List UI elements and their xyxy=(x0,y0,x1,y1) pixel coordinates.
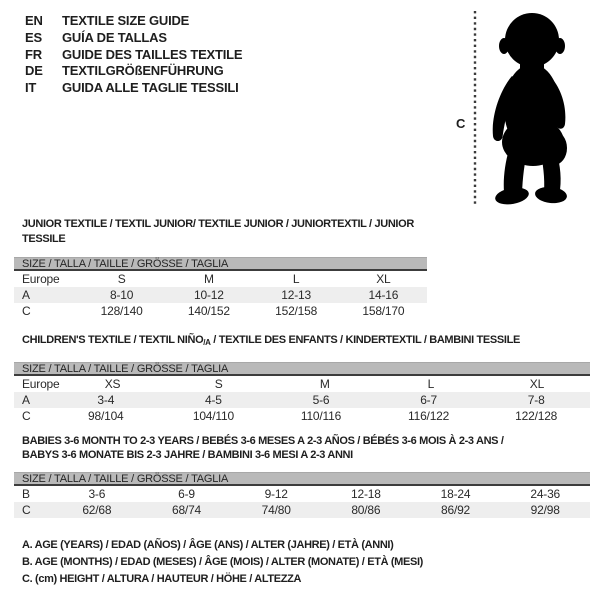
size-tables xyxy=(14,212,590,518)
table-rows xyxy=(14,376,590,424)
table-title xyxy=(22,434,590,463)
language-code: ES xyxy=(25,29,42,45)
language-label: GUIDA ALLE TAGLIE TESSILI xyxy=(62,80,239,96)
size-cell: 7-8 xyxy=(527,392,545,407)
size-cell: 110/116 xyxy=(300,408,342,423)
row-label: A xyxy=(22,288,30,302)
table-row xyxy=(14,502,590,518)
size-cell: 92/98 xyxy=(530,502,560,517)
table-row xyxy=(14,287,427,303)
table-rows xyxy=(14,486,590,518)
size-cell: 122/128 xyxy=(515,408,558,423)
table-title-line: BABIES 3-6 MONTH TO 2-3 YEARS / BEBÉS 3-6 MESES A 2-3 AÑOS / BÉBÉS 3-6 MOIS À 2-3 ANS / xyxy=(22,434,504,447)
size-cell: 62/68 xyxy=(82,502,112,517)
size-cell: 158/170 xyxy=(362,304,405,318)
size-cell: XS xyxy=(104,376,121,391)
size-cell: L xyxy=(292,272,300,286)
table-row xyxy=(14,303,427,319)
language-list xyxy=(25,13,242,97)
size-cell: 5-6 xyxy=(312,392,330,407)
legend-line-a: A. AGE (YEARS) / EDAD (AÑOS) / ÂGE (ANS) / ALTER (JAHRE) / ETÀ (ANNI) xyxy=(22,539,394,551)
size-cell: S xyxy=(117,272,126,286)
size-cell: 128/140 xyxy=(100,304,143,318)
language-label: GUIDE DES TAILLES TEXTILE xyxy=(62,46,243,62)
size-cell: 6-7 xyxy=(420,392,437,407)
row-label: C xyxy=(22,408,31,423)
table-rows xyxy=(14,271,427,319)
legend-line-c: C. (cm) HEIGHT / ALTURA / HAUTEUR / HÖHE / ALTEZZA xyxy=(22,572,302,585)
row-label: A xyxy=(22,392,30,407)
language-label: TEXTILGRÖßENFÜHRUNG xyxy=(62,63,224,79)
baby-silhouette xyxy=(493,13,568,207)
language-code: FR xyxy=(25,46,42,62)
legend-line-b: B. AGE (MONTHS) / EDAD (MESES) / ÂGE (MOIS) / ALTER (MONATE) / ETÀ (MESI) xyxy=(22,555,423,568)
language-label: GUÍA DE TALLAS xyxy=(62,29,167,45)
language-code: IT xyxy=(25,80,37,96)
size-cell: 18-24 xyxy=(440,486,471,501)
size-cell: 116/122 xyxy=(408,408,450,423)
size-cell: 74/80 xyxy=(261,502,291,517)
size-header-bar: SIZE / TALLA / TAILLE / GRÖSSE / TAGLIA xyxy=(14,362,590,376)
table-row xyxy=(14,392,590,408)
language-row-fr xyxy=(25,47,242,64)
size-cell: 86/92 xyxy=(441,502,471,517)
size-cell: L xyxy=(427,376,435,391)
size-cell: 6-9 xyxy=(178,486,195,501)
language-row-en xyxy=(25,13,242,30)
size-header-bar: SIZE / TALLA / TAILLE / GRÖSSE / TAGLIA xyxy=(14,472,590,486)
row-label: C xyxy=(22,502,31,517)
size-cell: 152/158 xyxy=(275,304,318,318)
table-title-line: BABYS 3-6 MONATE BIS 2-3 JAHRE / BAMBINI 3-6 MESI A 2-3 ANNI xyxy=(22,449,353,461)
table-title-line: CHILDREN'S TEXTILE / TEXTIL $NIÑO_{/A}$ / TEXTILE DES ENFANTS / KINDERTEXTIL / BAMBINI TESSILE xyxy=(22,334,520,347)
language-code: DE xyxy=(25,63,43,79)
size-cell: M xyxy=(203,272,214,286)
size-cell: 3-6 xyxy=(88,486,106,501)
figure-area xyxy=(456,4,578,208)
children-textile-table xyxy=(14,333,590,424)
table-title xyxy=(22,333,590,351)
size-cell: 3-4 xyxy=(97,392,115,407)
measure-label-c: C xyxy=(456,116,466,131)
size-cell: 24-36 xyxy=(530,486,561,501)
size-cell: M xyxy=(319,376,330,391)
size-cell: 140/152 xyxy=(187,304,230,318)
size-cell: 98/104 xyxy=(88,408,124,423)
language-row-it xyxy=(25,80,242,97)
size-cell: 12-13 xyxy=(281,288,311,302)
size-cell: 10-12 xyxy=(194,288,224,302)
size-cell: 8-10 xyxy=(110,288,134,302)
size-cell: XL xyxy=(376,272,391,286)
size-cell: S xyxy=(214,376,223,391)
table-row xyxy=(14,486,590,502)
size-cell: 9-12 xyxy=(264,486,288,501)
row-label: Europe xyxy=(22,376,60,391)
babies-textile-table xyxy=(14,434,590,518)
row-label: C xyxy=(22,304,31,318)
size-cell: 104/110 xyxy=(192,408,234,423)
size-cell: 68/74 xyxy=(171,502,202,517)
size-cell: 12-18 xyxy=(351,486,381,501)
language-row-de xyxy=(25,63,242,80)
size-header-bar: SIZE / TALLA / TAILLE / GRÖSSE / TAGLIA xyxy=(14,257,427,271)
size-cell: XL xyxy=(529,376,545,391)
table-title xyxy=(22,217,427,246)
junior-textile-table xyxy=(14,217,427,319)
table-row xyxy=(14,271,427,287)
language-code: EN xyxy=(25,13,43,28)
size-cell: 14-16 xyxy=(368,288,399,302)
table-row xyxy=(14,376,590,392)
size-cell: 4-5 xyxy=(205,392,222,407)
size-cell: 80/86 xyxy=(351,502,381,517)
row-label: B xyxy=(22,486,30,501)
baby-figure xyxy=(456,4,578,208)
table-row xyxy=(14,408,590,424)
language-row-es xyxy=(25,30,242,47)
language-label: TEXTILE SIZE GUIDE xyxy=(62,13,190,28)
table-title-line: JUNIOR TEXTILE / TEXTIL JUNIOR/ TEXTILE JUNIOR / JUNIORTEXTIL / JUNIOR TESSILE xyxy=(22,218,414,245)
legend xyxy=(22,537,423,587)
row-label: Europe xyxy=(22,272,60,286)
